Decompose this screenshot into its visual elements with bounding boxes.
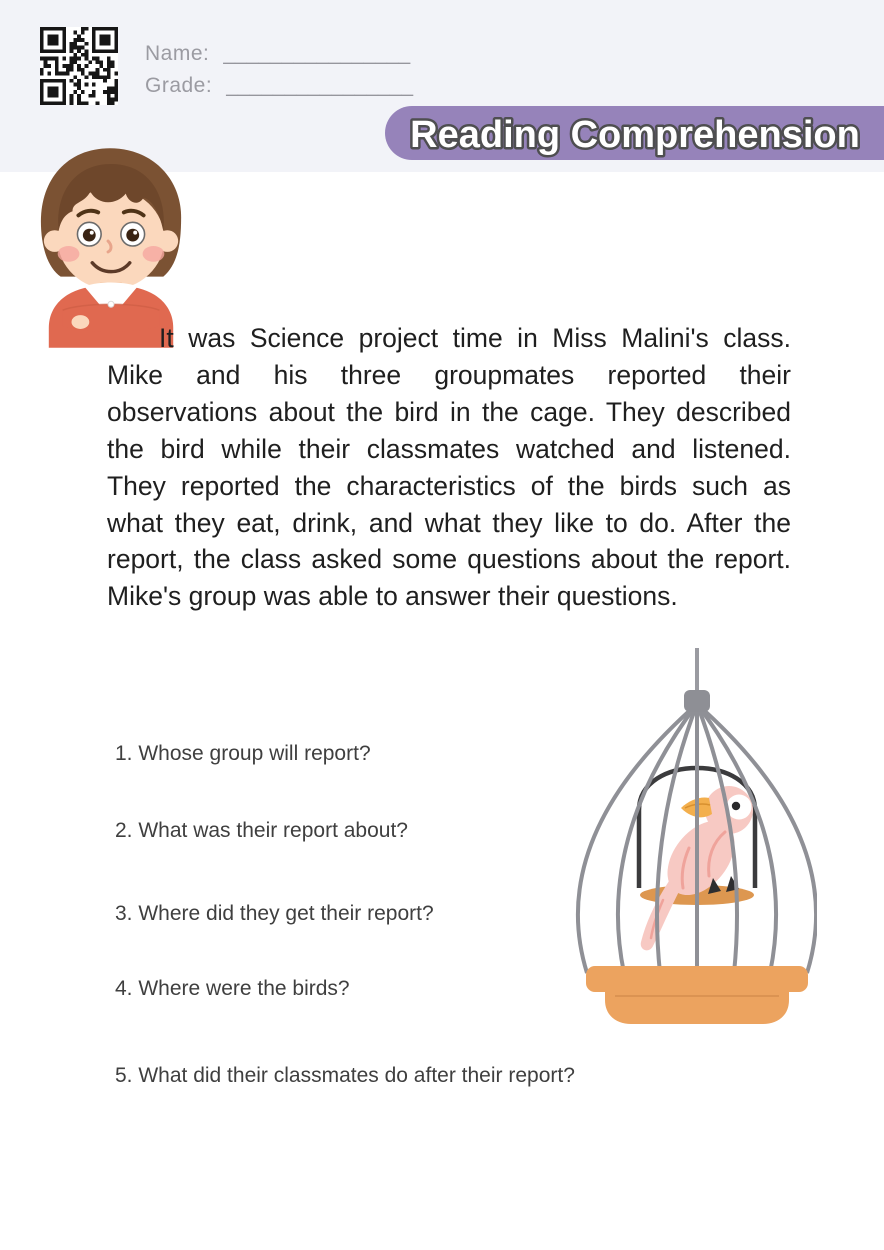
question-1: 1. Whose group will report? xyxy=(115,742,371,765)
qr-code-icon xyxy=(40,27,118,105)
reading-passage xyxy=(107,320,791,615)
student-info xyxy=(145,38,413,102)
question-2: 2. What was their report about? xyxy=(115,819,408,842)
passage-text: It was Science project time in Miss Malini's class. Mike and his three groupmates reported their observations about the bird in the cage. They described the bird while their classmates watched and listened. They reported the characteristics of the birds such as what they eat, drink, and what they like to do. After the report, the class asked some questions about the report. Mike's group was able to answer their questions. xyxy=(107,323,791,612)
birdcage-illustration xyxy=(567,648,817,1028)
question-4: 4. Where were the birds? xyxy=(115,977,350,1000)
question-3: 3. Where did they get their report? xyxy=(115,902,434,925)
grade-blank-line[interactable]: ________________ xyxy=(226,74,414,97)
grade-label: Grade: xyxy=(145,74,213,97)
name-blank-line[interactable]: ________________ xyxy=(223,42,411,65)
question-5: 5. What did their classmates do after their report? xyxy=(115,1064,575,1087)
page-title: Reading Comprehension xyxy=(410,114,860,156)
title-banner xyxy=(385,106,884,160)
boy-student-illustration xyxy=(33,142,191,348)
name-label: Name: xyxy=(145,42,210,65)
